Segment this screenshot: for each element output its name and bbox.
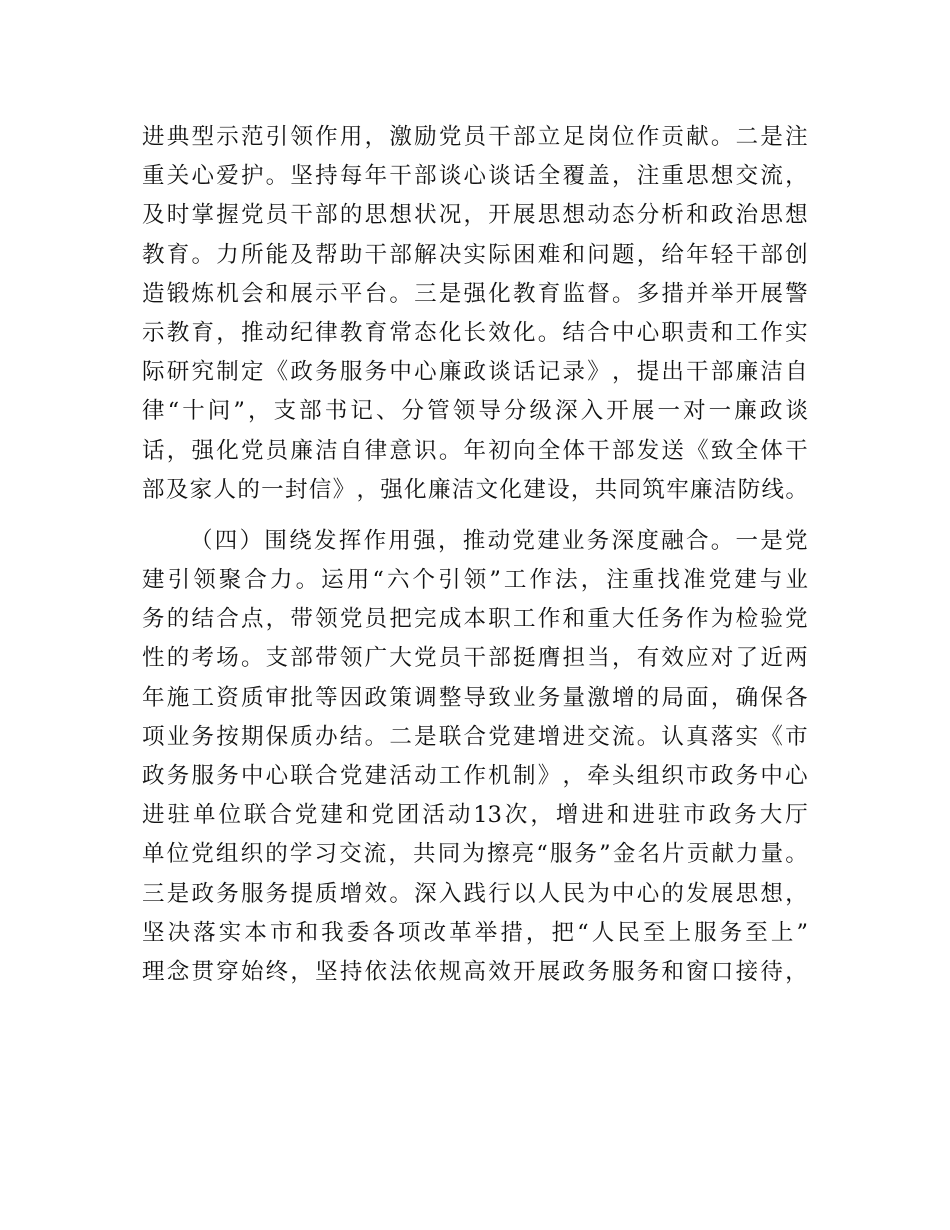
text-line: 坚 决 落 实 本 市 和 我 委 各 项 改 革 举 措 ， 把 “ 人 民 至 上 服 务 至 上 ” <box>142 919 808 946</box>
text-line: 理 念 贯 穿 始 终 ， 坚 持 依 法 依 规 高 效 开 展 政 务 服 务 和 窗 口 接 待 ， <box>142 958 808 985</box>
text-line: 部 及 家 人 的 一 封 信 》 ， 强 化 廉 洁 文 化 建 设 ， 共 同 筑 牢 廉 洁 防 线 。 <box>142 476 808 503</box>
text-line: 进 驻 单 位 联 合 党 建 和 党 团 活 动 13 次 ， 增 进 和 进 驻 市 政 务 大 厅 <box>142 802 808 829</box>
text-line: 建 引 领 聚 合 力 。 运 用 “ 六 个 引 领 ” 工 作 法 ， 注 重 找 准 党 建 与 业 <box>142 567 808 594</box>
text-line: 年 施 工 资 质 审 批 等 因 政 策 调 整 导 致 业 务 量 激 增 的 局 面 ， 确 保 各 <box>142 684 808 711</box>
text-line: 话 ， 强 化 党 员 廉 洁 自 律 意 识 。 年 初 向 全 体 干 部 发 送 《 致 全 体 干 <box>142 437 808 464</box>
text-line: 律 “ 十 问 ” ， 支 部 书 记 、 分 管 领 导 分 级 深 入 开 展 一 对 一 廉 政 谈 <box>142 398 808 425</box>
text-line: 示 教 育 ， 推 动 纪 律 教 育 常 态 化 长 效 化 。 结 合 中 心 职 责 和 工 作 实 <box>142 319 808 346</box>
section-heading-line: （ 四 ） 围 绕 发 挥 作 用 强 ， 推 动 党 建 业 务 深 度 融 合 。 一 是 党 <box>190 527 808 554</box>
text-line: 造 锻 炼 机 会 和 展 示 平 台 。 三 是 强 化 教 育 监 督 。 多 措 并 举 开 展 警 <box>142 280 808 307</box>
text-line: 政 务 服 务 中 心 联 合 党 建 活 动 工 作 机 制 》 ， 牵 头 组 织 市 政 务 中 心 <box>142 763 808 789</box>
text-line: 三 是 政 务 服 务 提 质 增 效 。 深 入 践 行 以 人 民 为 中 心 的 发 展 思 想 ， <box>142 880 808 907</box>
text-line: 及 时 掌 握 党 员 干 部 的 思 想 状 况 ， 开 展 思 想 动 态 分 析 和 政 治 思 想 <box>142 202 808 229</box>
text-line: 项 业 务 按 期 保 质 办 结 。 二 是 联 合 党 建 增 进 交 流 。 认 真 落 实 《 市 <box>142 723 808 750</box>
text-line: 际 研 究 制 定 《 政 务 服 务 中 心 廉 政 谈 话 记 录 》 ， 提 出 干 部 廉 洁 自 <box>142 359 808 386</box>
text-line: 进 典 型 示 范 引 领 作 用 ， 激 励 党 员 干 部 立 足 岗 位 作 贡 献 。 二 是 注 <box>142 124 808 150</box>
text-line: 性 的 考 场 。 支 部 带 领 广 大 党 员 干 部 挺 膺 担 当 ， 有 效 应 对 了 近 两 <box>142 645 808 672</box>
text-line: 重 关 心 爱 护 。 坚 持 每 年 干 部 谈 心 谈 话 全 覆 盖 ， 注 重 思 想 交 流 ， <box>142 163 808 190</box>
paragraph-continuation <box>142 118 808 510</box>
text-line: 务 的 结 合 点 ， 带 领 党 员 把 完 成 本 职 工 作 和 重 大 任 务 作 为 检 验 党 <box>142 606 808 633</box>
text-line: 单 位 党 组 织 的 学 习 交 流 ， 共 同 为 擦 亮 “ 服 务 ” 金 名 片 贡 献 力 量 。 <box>142 841 808 868</box>
paragraph-section-four <box>142 522 808 992</box>
document-body <box>142 118 808 992</box>
text-line: 教 育 。 力 所 能 及 帮 助 干 部 解 决 实 际 困 难 和 问 题 ， 给 年 轻 干 部 创 <box>142 241 808 268</box>
